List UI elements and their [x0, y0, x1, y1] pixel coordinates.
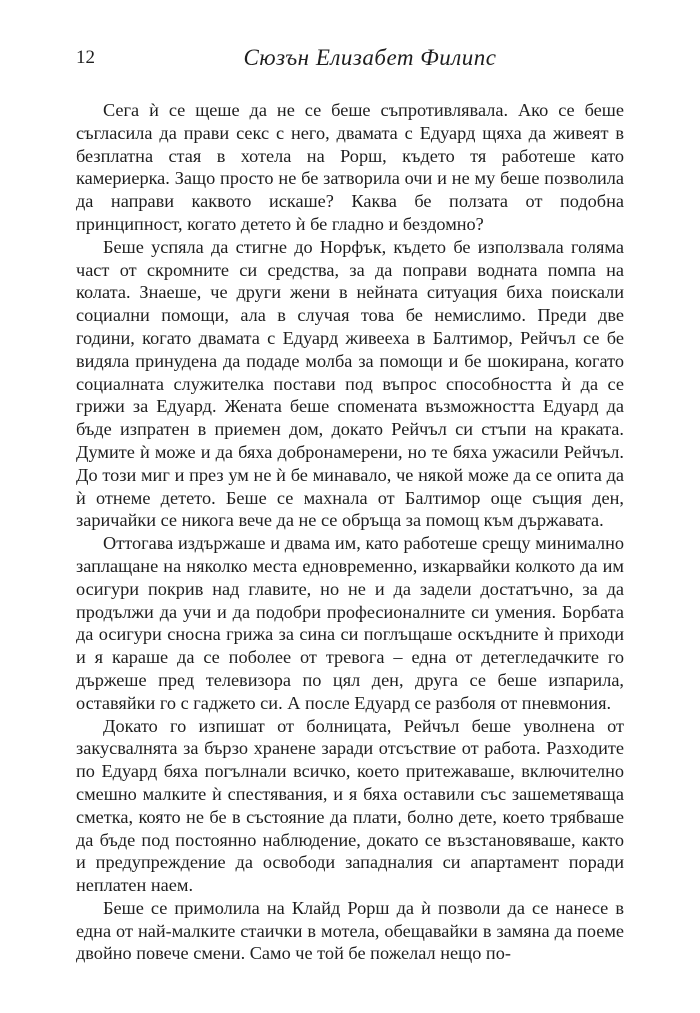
paragraph: Сега ѝ се щеше да не се беше съпротивлявала. Ако се беше съгласила да прави секс с него, двамата с Едуард щяха да живеят в безплатна стая в хотела на Рорш, където тя работеше като камериерка. Защо просто не бе затворила очи и не му беше позволила да направи каквото искаше? Каква бе ползата от подобна принципност, когато детето ѝ бе гладно и бездомно? [76, 100, 624, 234]
paragraph: Беше се примолила на Клайд Рорш да ѝ позволи да се нанесе в една от най-малките стаички в мотела, обещавайки в замяна да поеме двойно повече смени. Само че той бе пожелал нещо по- [76, 897, 624, 964]
paragraph: Оттогава издържаше и двама им, като работеше срещу минимално заплащане на няколко места едновременно, изкарвайки колкото да им осигури покрив над главите, но не и да задели достатъчно, за да продължи да учи и да подобри професионалните си умения. Борбата да осигури сносна грижа за сина си поглъщаше оскъдните ѝ приходи и я караше да се поболее от тревога – една от детегледачките го държеше пред телевизора по цял ден, друга се беше изпарила, оставяйки го с гаджето си. А после Едуард се разболя от пневмония. [76, 533, 624, 713]
paragraph: Беше успяла да стигне до Норфък, където бе използвала голяма част от скромните си средства, за да поправи водната помпа на колата. Знаеше, че други жени в нейната ситуация биха поискали социални помощи, ала в случая това бе немислимо. Преди две години, когато двамата с Едуард живееха в Балтимор, Рейчъл се бе видяла принудена да подаде молба за помощи и бе шокирана, когато социалната служителка постави под въпрос способността ѝ да се грижи за Едуард. Жената беше спомената възможността Едуард да бъде изпратен в приемен дом, докато Рейчъл си стъпи на краката. Думите ѝ може и да бяха добронамерени, но те бяха ужасили Рейчъл. До този миг и през ум не ѝ бе минавало, че някой може да се опита да ѝ отнеме детето. Беше се махнала от Балтимор още същия ден, заричайки се никога вече да не се обръща за помощ към държавата. [76, 236, 624, 531]
body-text [76, 99, 624, 965]
running-title: Сюзън Елизабет Филипс [243, 45, 497, 70]
page-header [76, 43, 624, 73]
page-number: 12 [76, 47, 95, 68]
paragraph: Докато го изпишат от болницата, Рейчъл беше уволнена от закусвалнята за бързо хранене заради отсъствие от работа. Разходите по Едуард бяха погълнали всичко, което притежаваше, включително смешно малките ѝ спестявания, и я бяха оставили със зашеметяваща сметка, която не бе в състояние да плати, болно дете, което трябваше да бъде под постоянно наблюдение, докато се възстановяваше, както и предупреждение да освободи западналия си апартамент поради неплатен наем. [76, 715, 624, 896]
